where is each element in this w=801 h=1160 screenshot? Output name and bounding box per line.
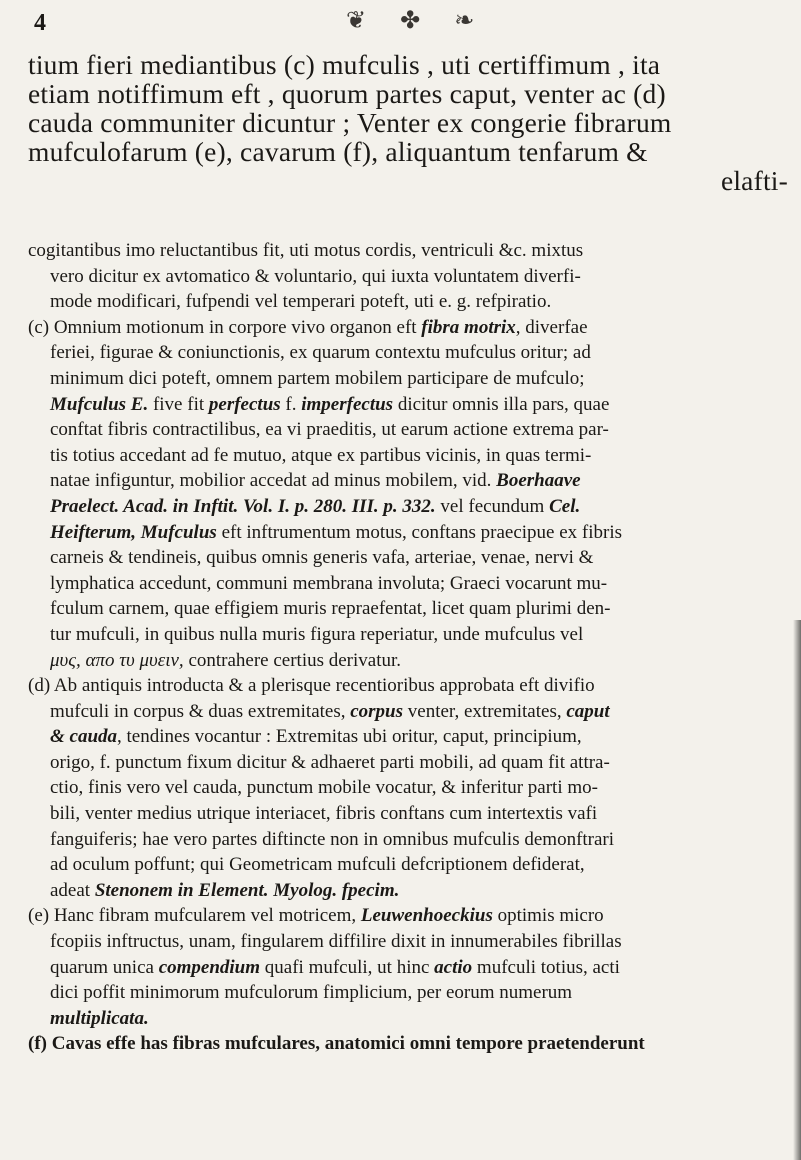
text: mode modificari, fufpendi vel temperari poteft, uti e. g. refpiratio. <box>50 291 552 313</box>
footnote-line <box>28 238 796 264</box>
text: Cel. <box>549 495 581 517</box>
text: Stenonem in Element. Myolog. fpecim. <box>94 879 400 901</box>
footnote-line <box>28 827 796 853</box>
footnotes-block <box>28 238 796 1057</box>
footnote-line <box>28 648 796 674</box>
text: optimis micro <box>492 905 604 927</box>
footnote-line <box>28 545 796 571</box>
footnote-line <box>28 724 796 750</box>
footnote-line <box>28 571 796 597</box>
footnote-line <box>28 878 796 904</box>
text: ctio, finis vero vel cauda, punctum mobile vocatur, & inferitur parti mo- <box>50 777 598 799</box>
text: feriei, figurae & coniunctionis, ex quarum contextu mufculus oritur; ad <box>50 342 591 364</box>
page-number: 4 <box>34 10 46 36</box>
text: actio <box>434 956 473 978</box>
text: (e) Hanc fibram mufcularem vel motricem, <box>28 905 361 927</box>
footnote-line <box>28 417 796 443</box>
text: origo, f. punctum fixum dicitur & adhaeret parti mobili, ad quam fit attra- <box>50 751 610 773</box>
text: eft inftrumentum motus, conftans praecipue ex fibris <box>216 521 623 543</box>
text: conftat fibris contractilibus, ea vi praeditis, ut earum actione extrema par- <box>50 419 609 441</box>
text: Praelect. Acad. in Inftit. Vol. I. p. 280. III. p. 332. <box>50 495 436 517</box>
text: , diverfae <box>515 316 588 338</box>
text: dici poffit minimorum mufculorum fimplicium, per eorum numerum <box>50 982 573 1004</box>
text: imperfectus <box>301 393 394 415</box>
text: compendium <box>158 956 261 978</box>
footnote-e <box>28 903 796 929</box>
page-header <box>28 6 788 46</box>
footnote-line <box>28 775 796 801</box>
footnote-line <box>28 494 796 520</box>
main-text-line: cauda communiter dicuntur ; Venter ex congerie fibrarum <box>28 107 672 138</box>
text: venter, extremitates, <box>403 700 567 722</box>
footnote-line <box>28 596 796 622</box>
footnote-c <box>28 315 796 341</box>
footnote-line <box>28 699 796 725</box>
text: Mufculus E. <box>50 393 149 415</box>
footnote-line <box>28 340 796 366</box>
text: vel fecundum <box>435 495 550 517</box>
text: f. <box>280 393 302 415</box>
main-text-line: tium fieri mediantibus (c) mufculis , uti certiffimum , ita <box>28 49 661 80</box>
text: five fit <box>148 393 209 415</box>
main-text-block <box>28 50 790 195</box>
footnote-d <box>28 673 796 699</box>
footnote-line <box>28 955 796 981</box>
footnote-line <box>28 443 796 469</box>
text: , tendines vocantur : Extremitas ubi oritur, caput, principium, <box>117 726 582 748</box>
text: multiplicata. <box>50 1007 149 1029</box>
text: mufculi totius, acti <box>472 956 620 978</box>
text: adeat <box>50 879 95 901</box>
catchword: elafti- <box>720 165 788 196</box>
footnote-line <box>28 366 796 392</box>
text: tis totius accedant ad fe mutuo, atque ex partibus vicinis, in quas termi- <box>50 444 592 466</box>
header-ornament: ❦ ✤ ❧ <box>346 8 489 34</box>
footnote-line <box>28 520 796 546</box>
text: caput <box>566 700 610 722</box>
main-text-line: mufculofarum (e), cavarum (f), aliquantum tenfarum & <box>28 136 648 167</box>
text: fculum carnem, quae effigiem muris repraefentat, licet quam plurimi den- <box>50 598 611 620</box>
text: contrahere certius derivatur. <box>183 649 402 671</box>
footnote-line <box>28 264 796 290</box>
text: Boerhaave <box>496 470 581 492</box>
text: natae infiguntur, mobilior accedat ad minus mobilem, vid. <box>50 470 497 492</box>
footnote-line <box>28 1006 796 1032</box>
text: lymphatica accedunt, communi membrana involuta; Graeci vocarunt mu- <box>50 572 608 594</box>
footnote-line <box>28 980 796 1006</box>
text: vero dicitur ex avtomatico & voluntario, qui iuxta voluntatem diverfi- <box>50 265 581 287</box>
footnote-line <box>28 929 796 955</box>
text: fcopiis inftructus, unam, fingularem diffilire dixit in innumerabiles fibrillas <box>50 931 622 953</box>
text: Leuwenhoeckius <box>360 905 493 927</box>
text: minimum dici poteft, omnem partem mobilem participare de mufculo; <box>50 367 585 389</box>
text: cogitantibus imo reluctantibus fit, uti motus cordis, ventriculi &c. mixtus <box>28 240 584 261</box>
footnote-line <box>28 622 796 648</box>
text: Heifterum, Mufculus <box>50 521 217 543</box>
text: perfectus <box>208 393 281 415</box>
text: dicitur omnis illa pars, quae <box>393 393 610 415</box>
footnote-line <box>28 468 796 494</box>
text: fibra motrix <box>421 316 516 338</box>
text: fanguiferis; hae vero partes diftincte non in omnibus mufculis demonftrari <box>50 828 615 850</box>
text: quarum unica <box>50 956 159 978</box>
footnote-line <box>28 750 796 776</box>
text: quafi mufculi, ut hinc <box>260 956 435 978</box>
text: bili, venter medius utrique interiacet, fibris conftans cum intertextis vafi <box>50 803 598 825</box>
footnote-line <box>28 801 796 827</box>
footnote-f <box>28 1031 796 1057</box>
text: carneis & tendineis, quibus omnis generis vafa, arteriae, venae, nervi & <box>50 547 594 569</box>
text: (d) Ab antiquis introducta & a plerisque recentioribus approbata eft divifio <box>28 675 595 697</box>
footnote-line <box>28 289 796 315</box>
page-edge-shadow <box>793 620 801 1160</box>
text: (c) Omnium motionum in corpore vivo organon eft <box>28 316 422 338</box>
text: & cauda <box>50 726 118 748</box>
footnote-line <box>28 852 796 878</box>
text: corpus <box>350 700 404 722</box>
greek-text: μυς, απο τυ μυειν, <box>50 649 184 671</box>
footnote-line <box>28 392 796 418</box>
text: ad oculum poffunt; qui Geometricam mufculi defcriptionem defiderat, <box>50 854 585 876</box>
text: tur mufculi, in quibus nulla muris figura reperiatur, unde mufculus vel <box>50 623 584 645</box>
text: mufculi in corpus & duas extremitates, <box>50 700 351 722</box>
text: (f) Cavas effe has fibras mufculares, anatomici omni tempore praetenderunt <box>28 1033 645 1055</box>
main-text-line: etiam notiffimum eft , quorum partes caput, venter ac (d) <box>28 78 666 109</box>
